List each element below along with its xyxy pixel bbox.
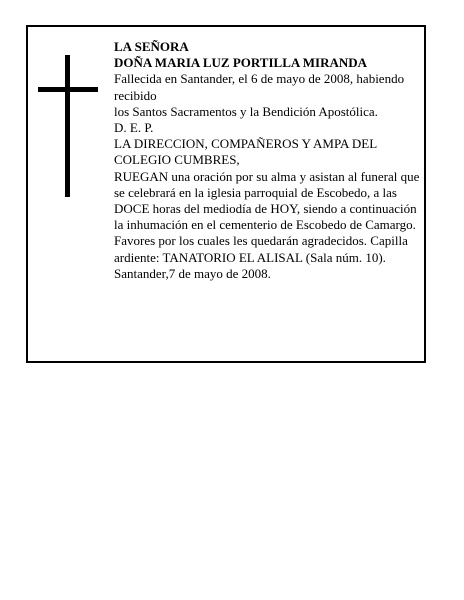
mourners-line: LA DIRECCION, COMPAÑEROS Y AMPA DEL COLEGIO CUMBRES,: [114, 136, 377, 168]
notice-heading: LA SEÑORA: [114, 39, 189, 54]
death-details: Fallecida en Santander, el 6 de mayo de 2008, habiendo recibido: [114, 71, 405, 103]
funeral-details: RUEGAN una oración por su alma y asistan al funeral que se celebrará en la iglesia parroquial de Escobedo, a las DOCE horas del mediodía de HOY, siendo a continuación la inhumación en el cementerio de Escobedo de Camargo. Favores por los cuales les quedarán agradecidos. Capilla ardiente: TANATORIO EL ALISAL (Sala núm. 10).: [114, 168, 420, 265]
place-date-line: Santander,7 de mayo de 2008.: [114, 265, 271, 281]
deceased-name: DOÑA MARIA LUZ PORTILLA MIRANDA: [114, 55, 368, 71]
sacraments-line: los Santos Sacramentos y la Bendición Apostólica.: [114, 103, 378, 119]
notice-text: [114, 39, 420, 282]
cross-vertical-bar: [65, 55, 70, 197]
obituary-notice: [26, 25, 426, 363]
cross-icon: [38, 55, 98, 197]
rip-line: D. E. P.: [114, 120, 154, 136]
cross-horizontal-bar: [38, 87, 98, 92]
